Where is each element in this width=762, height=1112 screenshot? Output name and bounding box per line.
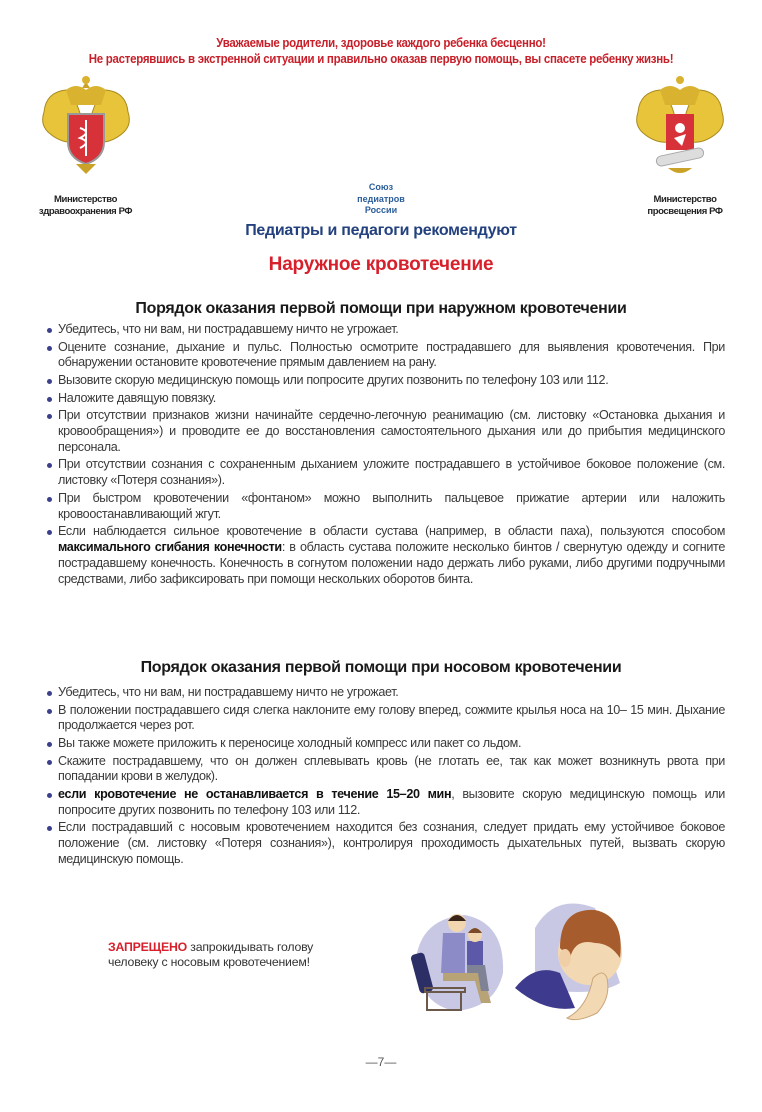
list-item: Если пострадавший с носовым кровотечением находится без сознания, следует придать ему устойчивое боковое положение (см. листовку «Потеря сознания»), контролируя проходимость дыхательных путей, вызвать скорую медицинскую помощь. <box>47 820 725 867</box>
bullet-icon <box>47 414 52 419</box>
list-item: При быстром кровотечении «фонтаном» можно выполнить пальцевое прижатие артерии или наложить кровоостанавливающий жгут. <box>47 491 725 523</box>
ministry-education-label: Министерство просвещения РФ <box>647 194 723 217</box>
bullet-icon <box>47 463 52 468</box>
list-item: Скажите пострадавшему, что он должен сплевывать кровь (не глотать ее, так как может возникнуть рвота при попадании крови в желудок). <box>47 754 725 786</box>
external-bleeding-steps <box>47 322 725 589</box>
section-external-bleeding-title: Порядок оказания первой помощи при наружном кровотечении <box>135 300 627 317</box>
bullet-icon <box>47 691 52 696</box>
page-number: —7— <box>365 1055 397 1069</box>
ministry-health-label: Министерство здравоохранения РФ <box>38 194 133 217</box>
banner-line-1: Уважаемые родители, здоровье каждого ребенка бесценно! <box>216 36 546 50</box>
list-item: Если наблюдается сильное кровотечение в области сустава (например, в области паха), пользуются способом максимального сгибания конечности: в область сустава положите несколько бинтов / свернутую одежду и согните пострадавшему конечность. Конечность в согнутом положении надо держать либо руками, либо другими подручными средствами, либо зафиксировать при помощи нескольких оборотов бинта. <box>47 524 725 587</box>
section-nosebleed-title: Порядок оказания первой помощи при носовом кровотечении <box>140 659 622 676</box>
list-item: Вызовите скорую медицинскую помощь или попросите других позвонить по телефону 103 или 112. <box>47 373 725 389</box>
list-item: Убедитесь, что ни вам, ни пострадавшему ничто не угрожает. <box>47 322 725 338</box>
boy-pinching-nose-illustration <box>515 888 640 1028</box>
bullet-icon <box>47 346 52 351</box>
bullet-icon <box>47 742 52 747</box>
list-item: Наложите давящую повязку. <box>47 391 725 407</box>
ministry-health-emblem-icon <box>36 72 136 182</box>
list-item: Оцените сознание, дыхание и пульс. Полностью осмотрите пострадавшего для выявления кровотечения. При обнаружении остановите кровотечение прямым давлением на рану. <box>47 340 725 372</box>
list-item: В положении пострадавшего сидя слегка наклоните ему голову вперед, сожмите крылья носа на 10– 15 мин. Дыхание продолжается через рот. <box>47 703 725 735</box>
bullet-icon <box>47 826 52 831</box>
bullet-icon <box>47 328 52 333</box>
bullet-icon <box>47 497 52 502</box>
list-item: если кровотечение не останавливается в течение 15–20 мин, вызовите скорую медицинскую помощь или попросите других позвонить по телефону 103 или 112. <box>47 787 725 819</box>
pediatricians-union-label: Союз педиатров России <box>357 182 405 215</box>
bullet-icon <box>47 760 52 765</box>
emphasis-text: максимального сгибания конечности <box>58 539 282 554</box>
ministry-education-emblem-icon <box>630 72 730 182</box>
warning-note: ЗАПРЕЩЕНО запрокидывать голову человеку с носовым кровотечением! <box>108 940 314 969</box>
list-item: При отсутствии сознания с сохраненным дыханием уложите пострадавшего в устойчивое боковое положение (см. листовку «Потеря сознания»). <box>47 457 725 489</box>
adult-holding-child-nosebleed-illustration <box>405 893 515 1018</box>
list-item: Вы также можете приложить к переносице холодный компресс или пакет со льдом. <box>47 736 725 752</box>
recommend-heading: Педиатры и педагоги рекомендуют <box>245 222 517 239</box>
emphasis-text: если кровотечение не останавливается в течение 15–20 мин <box>58 786 452 801</box>
list-item: Убедитесь, что ни вам, ни пострадавшему ничто не угрожает. <box>47 685 725 701</box>
warning-prefix: ЗАПРЕЩЕНО <box>108 940 188 954</box>
nosebleed-steps <box>47 685 725 870</box>
page-title: Наружное кровотечение <box>268 254 494 275</box>
bullet-icon <box>47 379 52 384</box>
bullet-icon <box>47 397 52 402</box>
bullet-icon <box>47 709 52 714</box>
bullet-icon <box>47 530 52 535</box>
list-item: При отсутствии признаков жизни начинайте сердечно-легочную реанимацию (см. листовку «Остановка дыхания и кровообращения») и проводите ее до восстановления самостоятельного дыхания или до прибытия медицинского персонала. <box>47 408 725 455</box>
banner-line-2: Не растерявшись в экстренной ситуации и правильно оказав первую помощь, вы спасете ребенку жизнь! <box>88 52 674 66</box>
bullet-icon <box>47 793 52 798</box>
